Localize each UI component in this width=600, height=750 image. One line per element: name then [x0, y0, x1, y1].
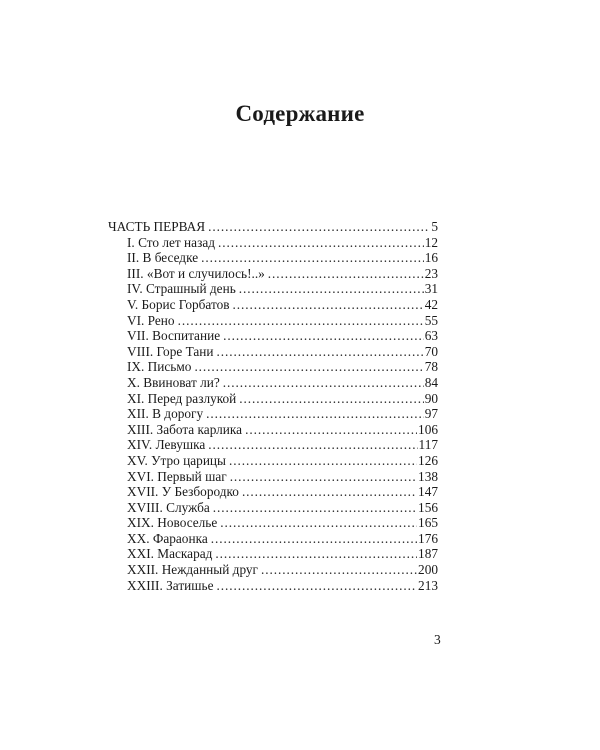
- toc-entry: [108, 500, 438, 516]
- toc-entry-page: 117: [418, 437, 438, 453]
- toc-entry-page: 78: [424, 359, 438, 375]
- toc-entry: [108, 562, 438, 578]
- toc-entry: [108, 375, 438, 391]
- toc-entry-page: 126: [418, 452, 438, 468]
- toc-entry: [108, 297, 438, 313]
- toc-entry-page: 16: [424, 250, 438, 266]
- toc-dot-leader: [230, 469, 417, 485]
- toc-dot-leader: [208, 437, 417, 453]
- toc-dot-leader: [217, 578, 418, 594]
- toc-entry: [108, 515, 438, 531]
- toc-entry-page: 106: [418, 421, 438, 437]
- toc-entry-title: ЧАСТЬ ПЕРВАЯ: [108, 219, 206, 234]
- toc-entry: [108, 344, 438, 360]
- toc-entry: [108, 578, 438, 594]
- toc-entry-title: XIII. Забота карлика: [127, 421, 243, 437]
- toc-entry-page: 23: [424, 265, 438, 281]
- toc-entry: [108, 235, 438, 251]
- toc-entry-title: XIX. Новоселье: [127, 515, 218, 531]
- toc-entry-title: XXI. Маскарад: [127, 546, 213, 562]
- toc-entry-title: XVIII. Служба: [127, 499, 210, 515]
- page-number: 3: [434, 632, 441, 647]
- toc-entry-page: 90: [424, 390, 438, 406]
- toc-entry-title: XVII. У Безбородко: [127, 484, 239, 500]
- toc-dot-leader: [220, 515, 417, 531]
- toc-entry: [108, 437, 438, 453]
- toc-entry-title: IV. Страшный день: [127, 281, 236, 297]
- toc-entry-page: 55: [424, 312, 438, 328]
- toc-entry-title: XX. Фараонка: [127, 530, 208, 546]
- toc-entry-page: 200: [418, 562, 438, 578]
- toc-dot-leader: [215, 546, 417, 562]
- toc-entry-title: II. В беседке: [127, 250, 199, 266]
- toc-entry: [108, 250, 438, 266]
- toc-dot-leader: [206, 406, 424, 422]
- toc-entry-title: XIV. Левушка: [127, 437, 206, 453]
- toc-entry-title: X. Ввиноват ли?: [127, 374, 220, 390]
- toc-entry-title: VII. Воспитание: [127, 328, 221, 344]
- toc-dot-leader: [223, 328, 424, 344]
- toc-dot-leader: [261, 562, 417, 578]
- toc-dot-leader: [208, 219, 430, 235]
- toc-entry: [108, 281, 438, 297]
- toc-dot-leader: [218, 235, 424, 251]
- toc-entry-title: XI. Перед разлукой: [127, 390, 237, 406]
- toc-dot-leader: [268, 266, 424, 282]
- toc-entry-page: 187: [418, 546, 438, 562]
- toc-entry-page: 165: [418, 515, 438, 531]
- toc-dot-leader: [245, 422, 417, 438]
- toc-entry-title: IX. Письмо: [127, 359, 192, 375]
- toc-entry: [108, 328, 438, 344]
- toc-entry: [108, 469, 438, 485]
- toc-dot-leader: [201, 250, 424, 266]
- toc-entry: [108, 391, 438, 407]
- toc-dot-leader: [223, 375, 424, 391]
- toc-dot-leader: [217, 344, 424, 360]
- toc-entry-title: VIII. Горе Тани: [127, 343, 214, 359]
- toc-entry-page: 138: [418, 468, 438, 484]
- toc-dot-leader: [233, 297, 424, 313]
- toc-entry-page: 176: [418, 530, 438, 546]
- toc-dot-leader: [242, 484, 417, 500]
- toc-dot-leader: [239, 391, 423, 407]
- toc-dot-leader: [229, 453, 417, 469]
- toc-entry: [108, 453, 438, 469]
- toc-entry-page: 84: [424, 374, 438, 390]
- toc-entry-title: VI. Рено: [127, 312, 175, 328]
- toc-entry-page: 12: [424, 234, 438, 250]
- toc-entry-title: III. «Вот и случилось!..»: [127, 265, 265, 281]
- toc-entry-title: XXIII. Затишье: [127, 577, 214, 593]
- toc-entry: [108, 484, 438, 500]
- toc-dot-leader: [194, 359, 423, 375]
- toc-entry: [108, 531, 438, 547]
- page-title: Содержание: [235, 101, 365, 127]
- toc-entry-page: 147: [418, 484, 438, 500]
- toc-entry: [108, 422, 438, 438]
- toc-entry-page: 156: [418, 499, 438, 515]
- toc-dot-leader: [213, 500, 417, 516]
- toc-dot-leader: [178, 313, 424, 329]
- toc-entry-title: XII. В дорогу: [127, 406, 204, 422]
- toc-entry-title: V. Борис Горбатов: [127, 296, 230, 312]
- toc-entry-page: 31: [424, 281, 438, 297]
- toc-dot-leader: [239, 281, 424, 297]
- toc-entry-page: 42: [424, 296, 438, 312]
- toc-entry-title: XV. Утро царицы: [127, 452, 226, 468]
- toc-entry-page: 63: [424, 328, 438, 344]
- toc-dot-leader: [211, 531, 417, 547]
- toc-entry-page: 5: [431, 219, 438, 234]
- toc-entry: [108, 313, 438, 329]
- toc-entry: [108, 266, 438, 282]
- toc-entry: [108, 406, 438, 422]
- toc-part-heading: [108, 219, 438, 235]
- table-of-contents: [108, 219, 438, 593]
- toc-entry: [108, 546, 438, 562]
- toc-entry-page: 213: [418, 577, 438, 593]
- toc-entry-page: 70: [424, 343, 438, 359]
- toc-entry-page: 97: [424, 406, 438, 422]
- toc-entry-title: XXII. Нежданный друг: [127, 562, 259, 578]
- toc-entry-title: XVI. Первый шаг: [127, 468, 227, 484]
- toc-entry: [108, 359, 438, 375]
- toc-entry-title: I. Сто лет назад: [127, 234, 215, 250]
